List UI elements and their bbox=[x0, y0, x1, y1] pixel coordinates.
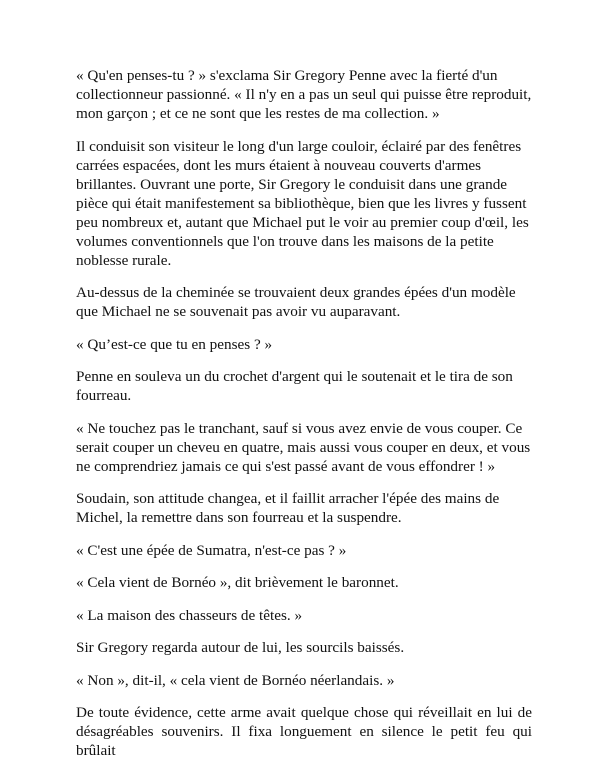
paragraph-attitude-changes: Soudain, son attitude changea, et il faillit arracher l'épée des mains de Michel, la remettre dans son fourreau et la suspendre. bbox=[76, 490, 500, 526]
document-page bbox=[76, 66, 532, 760]
paragraph-penne-lifts-sword: Penne en souleva un du crochet d'argent qui le soutenait et le tira de son fourreau. bbox=[76, 368, 513, 404]
paragraph-dutch-borneo: « Non », dit-il, « cela vient de Bornéo néerlandais. » bbox=[76, 671, 395, 689]
paragraph-collection-remark: « Qu'en penses-tu ? » s'exclama Sir Gregory Penne avec la fierté d'un collectionneur passionné. « Il n'y en a pas un seul qui puisse être reproduit, mon garçon ; et ce ne sont que les restes de ma collection. » bbox=[76, 67, 532, 122]
paragraph-gregory-looks-around: Sir Gregory regarda autour de lui, les sourcils baissés. bbox=[76, 639, 405, 656]
paragraph-sumatra-question: « C'est une épée de Sumatra, n'est-ce pas ? » bbox=[76, 541, 347, 559]
paragraph-swords-above-fireplace: Au-dessus de la cheminée se trouvaient deux grandes épées d'un modèle que Michael ne se souvenait pas avoir vu auparavant. bbox=[76, 284, 516, 320]
paragraph-question-opinion: « Qu’est-ce que tu en penses ? » bbox=[76, 335, 273, 353]
paragraph-borneo-reply: « Cela vient de Bornéo », dit brièvement le baronnet. bbox=[76, 574, 399, 591]
paragraph-headhunters: « La maison des chasseurs de têtes. » bbox=[76, 606, 303, 624]
paragraph-blade-warning: « Ne touchez pas le tranchant, sauf si vous avez envie de vous couper. Ce serait couper un cheveu en quatre, mais aussi vous couper en deux, et vous ne comprendriez jamais ce qui s'est passé avant de vous effondrer ! » bbox=[76, 419, 531, 475]
paragraph-unpleasant-memories: De toute évidence, cette arme avait quelque chose qui réveillait en lui de désagréables souvenirs. Il fixa longuement en silence le petit feu qui brûlait bbox=[76, 704, 532, 759]
paragraph-corridor-library: Il conduisit son visiteur le long d'un large couloir, éclairé par des fenêtres carrées espacées, dont les murs étaient à nouveau couverts d'armes brillantes. Ouvrant une porte, Sir Gregory le conduisit dans une grande pièce qui était manifestement sa bibliothèque, bien que les livres y fussent peu nombreux et, autant que Michael put le voir au premier coup d'œil, les volumes conventionnels que l'on trouve dans les maisons de la petite noblesse rurale. bbox=[76, 137, 529, 269]
